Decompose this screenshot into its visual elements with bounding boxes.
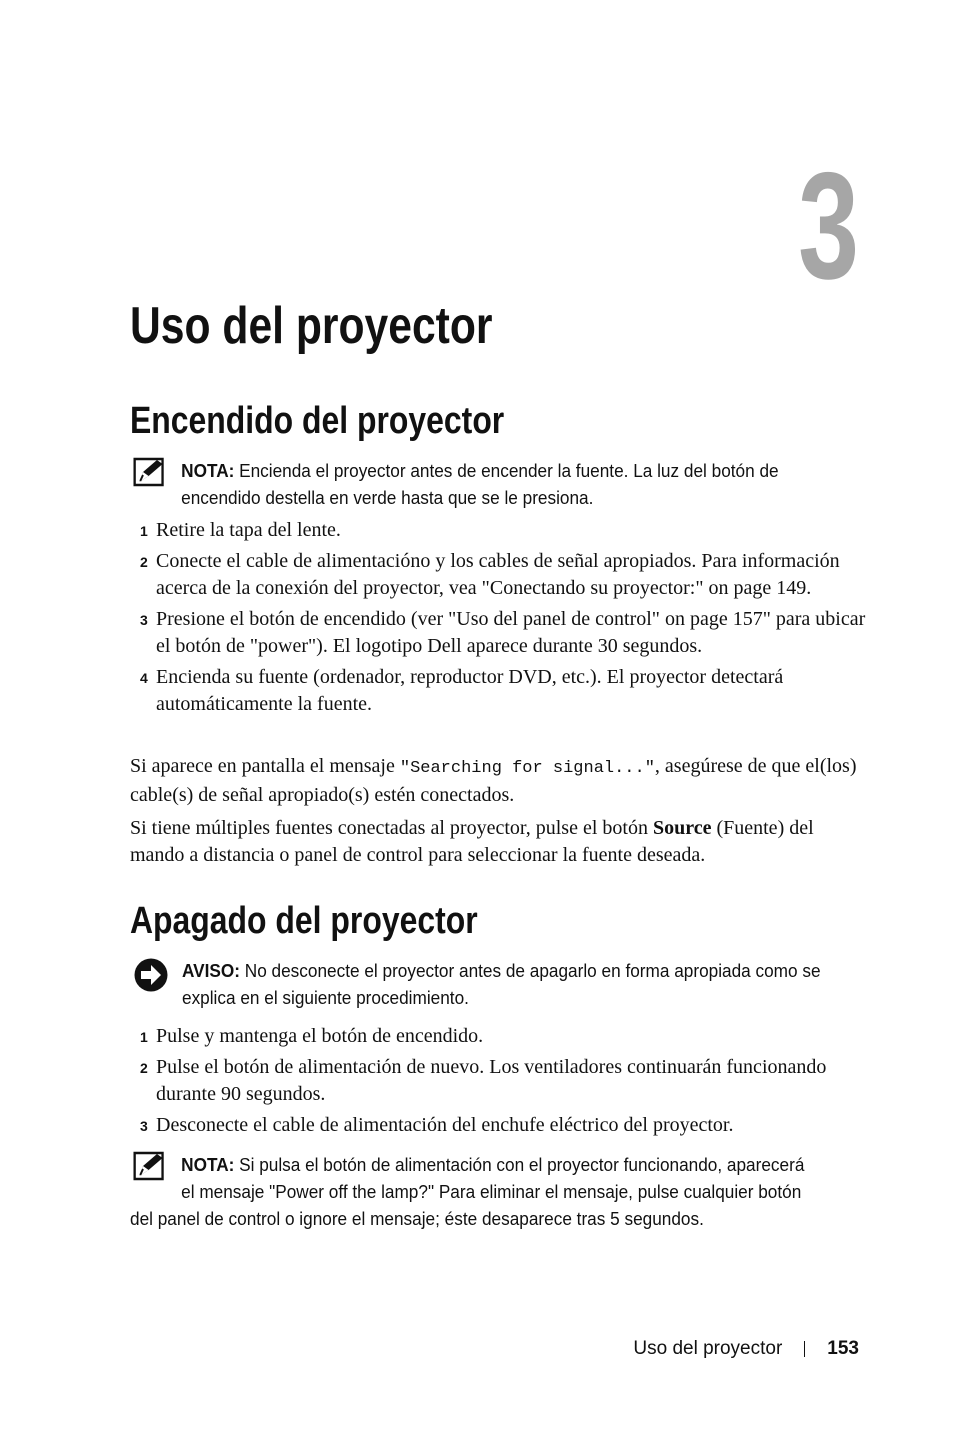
chapter-title: Uso del proyector — [130, 297, 493, 355]
warning-off — [130, 957, 865, 1011]
source-button-label: Source — [652, 817, 712, 839]
code-message: "Searching for signal..." — [399, 759, 655, 778]
step-number: 1 — [140, 1029, 148, 1045]
step-number: 3 — [140, 612, 148, 628]
step-text: Conecte el cable de alimentacióno y los cables de señal apropiados. Para información acerca de la conexión del proyector, vea "Conectando su proyector:" on page 149. — [156, 550, 840, 599]
warning-text: No desconecte el proyector antes de apagarlo en forma apropiada como se explica en el siguiente procedimiento. — [182, 960, 821, 1008]
section-title-on: Encendido del proyector — [130, 400, 505, 442]
footer-divider — [804, 1341, 805, 1357]
pencil-note-icon — [132, 1151, 167, 1181]
note-text: Encienda el proyector antes de encender la fuente. La luz del botón de encendido destella en verde hasta que se le presiona. — [181, 460, 779, 508]
arrow-warning-icon — [133, 957, 169, 993]
step-number: 4 — [140, 670, 148, 686]
paragraph-text: Si aparece en pantalla el mensaje — [130, 755, 400, 777]
warning-label: AVISO: — [182, 960, 240, 981]
section-title-off: Apagado del proyector — [130, 900, 478, 942]
step-text: Retire la tapa del lente. — [156, 519, 341, 541]
list-item — [130, 1023, 870, 1050]
note-on — [130, 457, 814, 511]
step-text: Pulse el botón de alimentación de nuevo. Los ventiladores continuarán funcionando durante 90 segundos. — [156, 1056, 827, 1105]
list-item — [130, 664, 870, 718]
paragraph-text: , asegúrese de que el(los) cable(s) de señal apropiado(s) estén conectados. — [130, 755, 857, 806]
page-footer — [633, 1338, 859, 1360]
list-item — [130, 517, 870, 544]
step-text: Presione el botón de encendido (ver "Uso del panel de control" on page 157" para ubicar el botón de "power"). El logotipo Dell aparece durante 30 segundos. — [156, 608, 866, 657]
note-label: NOTA: — [181, 1154, 235, 1175]
steps-off — [130, 1023, 870, 1143]
footer-title: Uso del proyector — [633, 1338, 783, 1359]
note-text: Si pulsa el botón de alimentación con el proyector funcionando, aparecerá el mensaje "Power off the lamp?" Para eliminar el mensaje, pulse cualquier botón del panel de control o ignore el mensaje; éste desaparece tras 5 segundos. — [130, 1154, 805, 1229]
paragraph-source — [130, 815, 865, 869]
step-number: 1 — [140, 523, 148, 539]
paragraph-signal — [130, 753, 865, 809]
step-number: 2 — [140, 1060, 148, 1076]
list-item — [130, 1054, 870, 1108]
steps-on — [130, 517, 870, 722]
paragraph-text: (Fuente) del mando a distancia o panel de control para seleccionar la fuente deseada. — [130, 817, 814, 866]
chapter-number: 3 — [798, 141, 858, 311]
step-number: 2 — [140, 554, 148, 570]
step-text: Encienda su fuente (ordenador, reproductor DVD, etc.). El proyector detectará automáticamente la fuente. — [156, 666, 784, 715]
list-item — [130, 548, 870, 602]
list-item — [130, 1112, 870, 1139]
paragraph-text: Si tiene múltiples fuentes conectadas al proyector, pulse el botón — [130, 817, 653, 839]
note-label: NOTA: — [181, 460, 235, 481]
pencil-note-icon — [132, 457, 167, 487]
step-text: Pulse y mantenga el botón de encendido. — [156, 1025, 484, 1047]
step-number: 3 — [140, 1118, 148, 1134]
step-text: Desconecte el cable de alimentación del enchufe eléctrico del proyector. — [156, 1114, 734, 1136]
list-item — [130, 606, 870, 660]
page-number: 153 — [827, 1338, 859, 1359]
note-off — [130, 1151, 814, 1232]
